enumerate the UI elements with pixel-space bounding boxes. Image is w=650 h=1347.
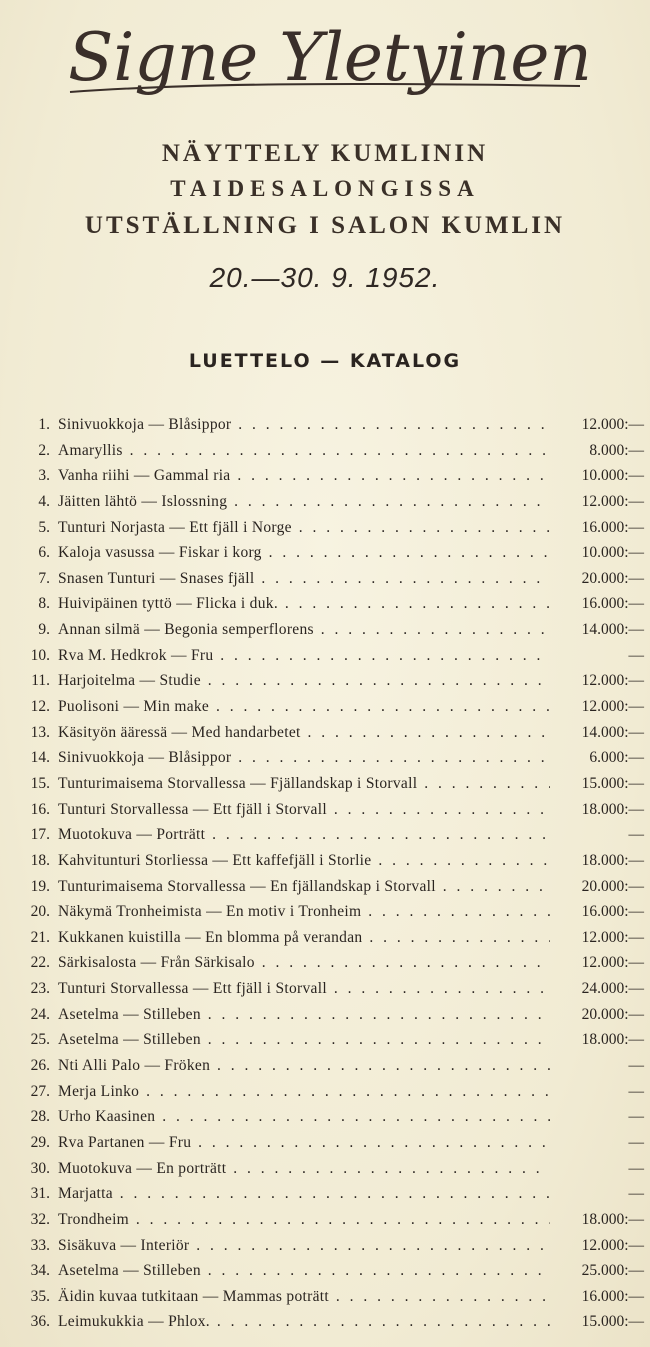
item-number: 21. <box>30 928 50 946</box>
catalog-row <box>18 668 648 694</box>
catalog-row <box>18 1002 648 1028</box>
heading-line-2: TAIDESALONGISSA <box>170 176 480 201</box>
item-title: Kahvitunturi Storliessa — Ett kaffefjäll i Storlie . . . <box>58 848 550 874</box>
item-title: Huivipäinen tyttö — Flicka i duk. . . . <box>58 591 550 617</box>
catalog-row <box>18 591 648 617</box>
item-price: 8.000:— <box>589 441 644 459</box>
item-number: 16. <box>30 800 50 818</box>
item-title: Asetelma — Stilleben . . . <box>58 1258 550 1284</box>
item-title: Vanha riihi — Gammal ria . . . <box>58 463 550 489</box>
item-title: Tunturi Storvallessa — Ett fjäll i Storvall . . . <box>58 976 550 1002</box>
item-title: Snasen Tunturi — Snases fjäll . . . <box>58 566 550 592</box>
item-title: Äidin kuvaa tutkitaan — Mammas poträtt . . . <box>58 1284 550 1310</box>
item-number: 19. <box>30 877 50 895</box>
exhibition-dates: 20.—30. 9. 1952. <box>209 262 441 293</box>
item-price: 20.000:— <box>581 569 644 587</box>
item-price: — <box>628 1057 644 1075</box>
item-price: 24.000:— <box>581 980 644 998</box>
catalog-row <box>18 412 648 438</box>
item-title: Urho Kaasinen . . . <box>58 1104 550 1130</box>
item-number: 23. <box>30 980 50 998</box>
catalog-row <box>18 848 648 874</box>
item-title: Leimukukkia — Phlox. . . . <box>58 1309 550 1335</box>
item-price: 16.000:— <box>581 518 644 536</box>
catalog-row <box>18 540 648 566</box>
item-title: Amaryllis . . . <box>58 438 550 464</box>
item-price: 12.000:— <box>581 928 644 946</box>
item-number: 32. <box>30 1210 50 1228</box>
catalog-row <box>18 745 648 771</box>
catalog-row <box>18 694 648 720</box>
catalog-row <box>18 643 648 669</box>
item-number: 5. <box>38 518 50 536</box>
catalog-row <box>18 1027 648 1053</box>
item-number: 31. <box>30 1185 50 1203</box>
item-price: 12.000:— <box>581 492 644 510</box>
item-price: — <box>628 646 644 664</box>
catalog-row <box>18 822 648 848</box>
item-title: Muotokuva — Porträtt . . . <box>58 822 550 848</box>
item-price: 20.000:— <box>581 1005 644 1023</box>
catalog-row <box>18 720 648 746</box>
item-price: 15.000:— <box>581 774 644 792</box>
item-title: Kukkanen kuistilla — En blomma på verandan . . . <box>58 925 550 951</box>
item-title: Rva M. Hedkrok — Fru . . . <box>58 643 550 669</box>
item-price: 18.000:— <box>581 851 644 869</box>
item-title: Näkymä Tronheimista — En motiv i Tronheim . . . <box>58 899 550 925</box>
catalog-row <box>18 1284 648 1310</box>
item-title: Tunturi Norjasta — Ett fjäll i Norge . . . <box>58 515 550 541</box>
item-price: 18.000:— <box>581 800 644 818</box>
catalog-row <box>18 1258 648 1284</box>
item-price: 10.000:— <box>581 467 644 485</box>
item-number: 36. <box>30 1313 50 1331</box>
catalog-row <box>18 566 648 592</box>
item-title: Annan silmä — Begonia semperflorens . . . <box>58 617 550 643</box>
item-number: 12. <box>30 698 50 716</box>
catalog-list <box>18 412 648 1335</box>
item-title: Kaloja vasussa — Fiskar i korg . . . <box>58 540 550 566</box>
item-price: 12.000:— <box>581 1236 644 1254</box>
catalog-row <box>18 899 648 925</box>
item-title: Tunturimaisema Storvallessa — Fjällandskap i Storvall . . . <box>58 771 550 797</box>
catalog-row <box>18 1181 648 1207</box>
item-price: 15.000:— <box>581 1313 644 1331</box>
item-price: 12.000:— <box>581 698 644 716</box>
item-price: — <box>628 1108 644 1126</box>
catalog-row <box>18 797 648 823</box>
item-price: 14.000:— <box>581 723 644 741</box>
item-number: 27. <box>30 1082 50 1100</box>
catalog-row <box>18 1104 648 1130</box>
item-number: 14. <box>30 749 50 767</box>
item-price: 14.000:— <box>581 621 644 639</box>
item-title: Harjoitelma — Studie . . . <box>58 668 550 694</box>
catalog-row <box>18 1156 648 1182</box>
item-price: — <box>628 1185 644 1203</box>
heading-line-3: UTSTÄLLNING I SALON KUMLIN <box>84 212 566 239</box>
item-number: 3. <box>38 467 50 485</box>
item-number: 15. <box>30 774 50 792</box>
item-price: 16.000:— <box>581 903 644 921</box>
catalog-row <box>18 925 648 951</box>
item-price: 12.000:— <box>581 954 644 972</box>
item-number: 30. <box>30 1159 50 1177</box>
item-price: — <box>628 826 644 844</box>
item-number: 29. <box>30 1133 50 1151</box>
item-price: — <box>628 1133 644 1151</box>
item-number: 2. <box>38 441 50 459</box>
catalog-row <box>18 617 648 643</box>
heading-line-1: NÄYTTELY KUMLININ <box>161 140 489 167</box>
item-price: 10.000:— <box>581 544 644 562</box>
catalog-row <box>18 874 648 900</box>
catalog-row <box>18 463 648 489</box>
item-number: 24. <box>30 1005 50 1023</box>
item-title: Sisäkuva — Interiör . . . <box>58 1233 550 1259</box>
item-number: 28. <box>30 1108 50 1126</box>
item-number: 18. <box>30 851 50 869</box>
item-title: Tunturi Storvallessa — Ett fjäll i Storvall . . . <box>58 797 550 823</box>
catalog-row <box>18 515 648 541</box>
item-title: Sinivuokkoja — Blåsippor . . . <box>58 412 550 438</box>
catalog-row <box>18 1233 648 1259</box>
item-title: Nti Alli Palo — Fröken . . . <box>58 1053 550 1079</box>
artist-name: Signe Yletyinen <box>68 19 592 96</box>
item-title: Asetelma — Stilleben . . . <box>58 1027 550 1053</box>
catalog-row <box>18 950 648 976</box>
item-title: Sinivuokkoja — Blåsippor . . . <box>58 745 550 771</box>
item-title: Rva Partanen — Fru . . . <box>58 1130 550 1156</box>
catalog-row <box>18 1130 648 1156</box>
item-title: Särkisalosta — Från Särkisalo . . . <box>58 950 550 976</box>
item-price: — <box>628 1082 644 1100</box>
catalog-title: LUETTELO — KATALOG <box>188 350 462 372</box>
item-title: Jäitten lähtö — Islossning . . . <box>58 489 550 515</box>
catalog-row <box>18 1309 648 1335</box>
item-title: Puolisoni — Min make . . . <box>58 694 550 720</box>
catalog-row <box>18 1207 648 1233</box>
item-number: 4. <box>38 492 50 510</box>
catalog-row <box>18 976 648 1002</box>
catalog-row <box>18 489 648 515</box>
item-price: 16.000:— <box>581 1287 644 1305</box>
item-number: 9. <box>38 621 50 639</box>
catalog-row <box>18 771 648 797</box>
catalog-row <box>18 438 648 464</box>
item-number: 34. <box>30 1262 50 1280</box>
item-number: 1. <box>38 416 50 433</box>
catalog-row <box>18 1079 648 1105</box>
item-price: 18.000:— <box>581 1210 644 1228</box>
item-number: 20. <box>30 903 50 921</box>
item-number: 8. <box>38 595 50 613</box>
item-number: 13. <box>30 723 50 741</box>
item-price: 6.000:— <box>589 749 644 767</box>
item-number: 35. <box>30 1287 50 1305</box>
item-number: 11. <box>31 672 50 690</box>
item-title: Asetelma — Stilleben . . . <box>58 1002 550 1028</box>
item-title: Trondheim . . . <box>58 1207 550 1233</box>
signature-graphic <box>60 8 600 118</box>
item-number: 26. <box>30 1057 50 1075</box>
item-number: 10. <box>30 646 50 664</box>
item-price: 12.000:— <box>581 672 644 690</box>
item-price: 18.000:— <box>581 1031 644 1049</box>
item-title: Marjatta . . . <box>58 1181 550 1207</box>
item-title: Muotokuva — En porträtt . . . <box>58 1156 550 1182</box>
item-price: — <box>628 1159 644 1177</box>
item-title: Käsityön ääressä — Med handarbetet . . . <box>58 720 550 746</box>
item-price: 25.000:— <box>581 1262 644 1280</box>
item-title: Tunturimaisema Storvallessa — En fjällandskap i Storvall . . . <box>58 874 550 900</box>
item-price: 20.000:— <box>581 877 644 895</box>
catalog-row <box>18 1053 648 1079</box>
item-price: 12.000:— <box>581 416 644 433</box>
item-number: 33. <box>30 1236 50 1254</box>
item-price: 16.000:— <box>581 595 644 613</box>
item-number: 6. <box>38 544 50 562</box>
item-number: 7. <box>38 569 50 587</box>
item-number: 17. <box>30 826 50 844</box>
item-title: Merja Linko . . . <box>58 1079 550 1105</box>
artist-signature <box>60 8 600 118</box>
item-number: 22. <box>30 954 50 972</box>
item-number: 25. <box>30 1031 50 1049</box>
